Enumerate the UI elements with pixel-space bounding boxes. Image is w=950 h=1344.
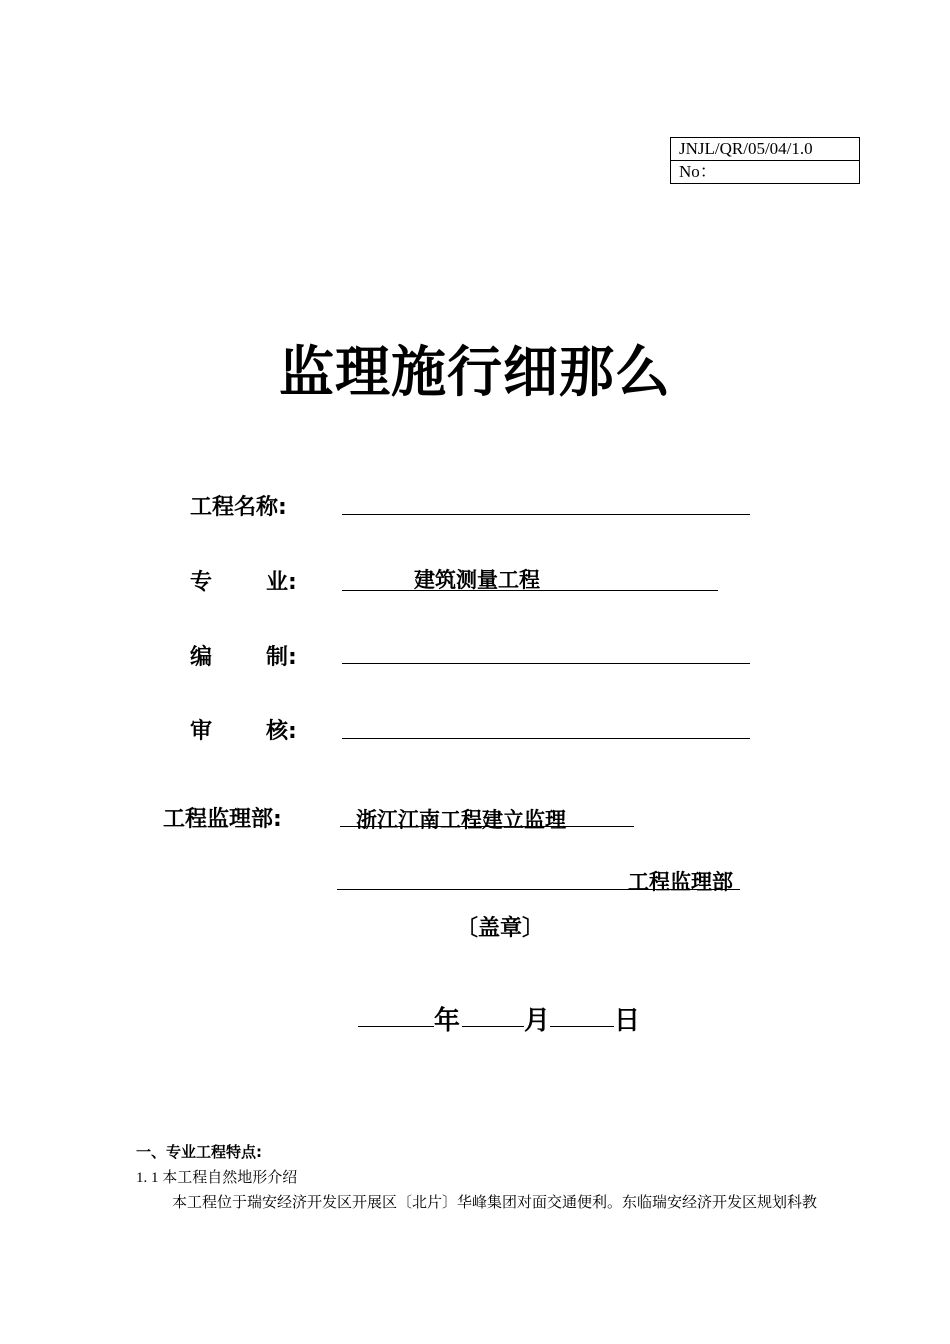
specialty-label-a: 专 xyxy=(190,570,213,595)
page-title: 监理施行细那么 xyxy=(278,340,671,404)
document-code-box xyxy=(670,137,860,184)
date-day-line[interactable] xyxy=(550,1026,614,1027)
date-year-label: 年 xyxy=(434,1006,461,1036)
compiler-line[interactable] xyxy=(342,663,750,664)
document-code: JNJL/QR/05/04/1.0 xyxy=(679,139,813,158)
supervision-label: 工程监理部: xyxy=(163,807,282,832)
project-name-line[interactable] xyxy=(342,514,750,515)
supervision-value-2: 工程监理部 xyxy=(628,870,733,894)
date-month-line[interactable] xyxy=(462,1026,524,1027)
section-heading: 一、专业工程特点: xyxy=(136,1143,262,1161)
seal-text: 〔盖章〕 xyxy=(455,916,544,941)
date-day-label: 日 xyxy=(614,1006,641,1036)
document-number: No： xyxy=(671,160,859,183)
section-paragraph: 本工程位于瑞安经济开发区开展区〔北片〕华峰集团对面交通便利。东临瑞安经济开发区规划科教 xyxy=(172,1195,818,1211)
date-year-line[interactable] xyxy=(358,1026,434,1027)
supervision-value: 浙江江南工程建立监理 xyxy=(356,808,566,832)
compiler-label-a: 编 xyxy=(190,645,213,670)
section-subheading: 1. 1 本工程自然地形介绍 xyxy=(136,1170,298,1186)
reviewer-label-b: 核: xyxy=(266,719,297,744)
reviewer-line[interactable] xyxy=(342,738,750,739)
date-month-label: 月 xyxy=(524,1006,551,1036)
reviewer-label-a: 审 xyxy=(190,719,213,744)
project-name-label: 工程名称: xyxy=(190,495,287,520)
specialty-label-b: 业: xyxy=(266,570,297,595)
compiler-label-b: 制: xyxy=(266,645,297,670)
specialty-value: 建筑测量工程 xyxy=(414,568,540,592)
